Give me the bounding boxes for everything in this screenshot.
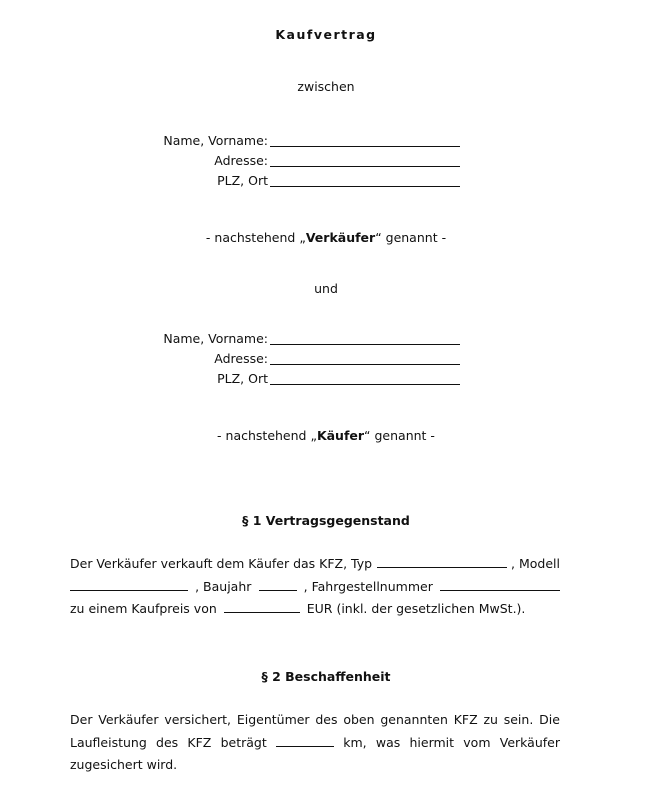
- section1-line-2: [70, 576, 560, 599]
- section2-word: km,: [343, 734, 367, 750]
- section1-text-price-suffix: EUR (inkl. der gesetzlichen MwSt.).: [306, 601, 526, 616]
- section2-word: des: [156, 734, 179, 750]
- buyer-address-field[interactable]: [270, 364, 460, 365]
- buyer-address-label: Adresse:: [214, 351, 268, 366]
- between-text: zwischen: [297, 79, 355, 94]
- section2-line-3: zugesichert wird.: [70, 757, 178, 772]
- section2-word: beträgt: [220, 734, 267, 750]
- seller-name-label: Name, Vorname:: [163, 133, 268, 148]
- vin-field[interactable]: [440, 578, 560, 591]
- section2-word: genannten: [380, 712, 448, 727]
- buyer-city-field[interactable]: [270, 384, 460, 385]
- seller-address-row: [0, 153, 652, 171]
- buyer-role-line: [0, 428, 652, 443]
- section2-word: Der: [70, 712, 93, 727]
- section1-text-year: , Baujahr: [195, 578, 252, 594]
- section2-heading: § 2 Beschaffenheit: [261, 669, 391, 684]
- seller-address-field[interactable]: [270, 166, 460, 167]
- section2-word: versichert,: [164, 712, 232, 727]
- section2-word: Eigentümer: [236, 712, 310, 727]
- buyer-city-row: [0, 371, 652, 389]
- section2-word: hiermit: [409, 734, 455, 750]
- buyer-role-name: Käufer: [316, 428, 365, 443]
- model-field[interactable]: [70, 578, 188, 591]
- year-field[interactable]: [259, 578, 297, 591]
- section1-text-model: , Modell: [511, 556, 560, 571]
- section2-word: des: [315, 712, 338, 727]
- and-text: und: [314, 281, 338, 296]
- mileage-field[interactable]: [276, 734, 334, 747]
- section2-word: Die: [539, 712, 560, 727]
- seller-address-label: Adresse:: [214, 153, 268, 168]
- seller-role-suffix: “ genannt -: [375, 230, 447, 245]
- section2-paragraph: [70, 709, 560, 777]
- price-field[interactable]: [224, 600, 300, 613]
- buyer-city-label: PLZ, Ort: [217, 371, 268, 386]
- section2-word: KFZ: [187, 734, 212, 750]
- section1-line-1: [70, 553, 560, 576]
- section2-line-1: [70, 709, 560, 732]
- document-title: Kaufvertrag: [275, 27, 377, 42]
- section2-word: sein.: [503, 712, 534, 727]
- seller-name-row: [0, 133, 652, 151]
- seller-city-field[interactable]: [270, 186, 460, 187]
- section2-word: KFZ: [453, 712, 478, 727]
- seller-role-line: [0, 230, 652, 245]
- section2-word: Verkäufer: [98, 712, 159, 727]
- section2-word: zu: [483, 712, 498, 727]
- seller-role-name: Verkäufer: [305, 230, 376, 245]
- section2-word: Laufleistung: [70, 734, 147, 750]
- section2-word: vom: [463, 734, 491, 750]
- type-field[interactable]: [377, 555, 507, 568]
- buyer-name-label: Name, Vorname:: [163, 331, 268, 346]
- section1-heading: § 1 Vertragsgegenstand: [242, 513, 410, 528]
- section1-text-vin: , Fahrgestellnummer: [303, 578, 433, 594]
- section1-line-3: [70, 598, 560, 621]
- seller-name-field[interactable]: [270, 146, 460, 147]
- buyer-name-field[interactable]: [270, 344, 460, 345]
- section1-text-price-intro: zu einem Kaufpreis von: [70, 601, 217, 616]
- seller-city-row: [0, 173, 652, 191]
- seller-role-prefix: - nachstehend „: [205, 230, 306, 245]
- buyer-name-row: [0, 331, 652, 349]
- buyer-role-prefix: - nachstehend „: [217, 428, 317, 443]
- section2-word: oben: [343, 712, 375, 727]
- section2-line-2: [70, 732, 560, 755]
- buyer-role-suffix: “ genannt -: [364, 428, 435, 443]
- section1-text-type-intro: Der Verkäufer verkauft dem Käufer das KFZ, Typ: [70, 556, 373, 571]
- seller-city-label: PLZ, Ort: [217, 173, 268, 188]
- section1-paragraph: [70, 553, 560, 621]
- section2-word: Verkäufer: [499, 734, 560, 750]
- section2-word: was: [375, 734, 401, 750]
- buyer-address-row: [0, 351, 652, 369]
